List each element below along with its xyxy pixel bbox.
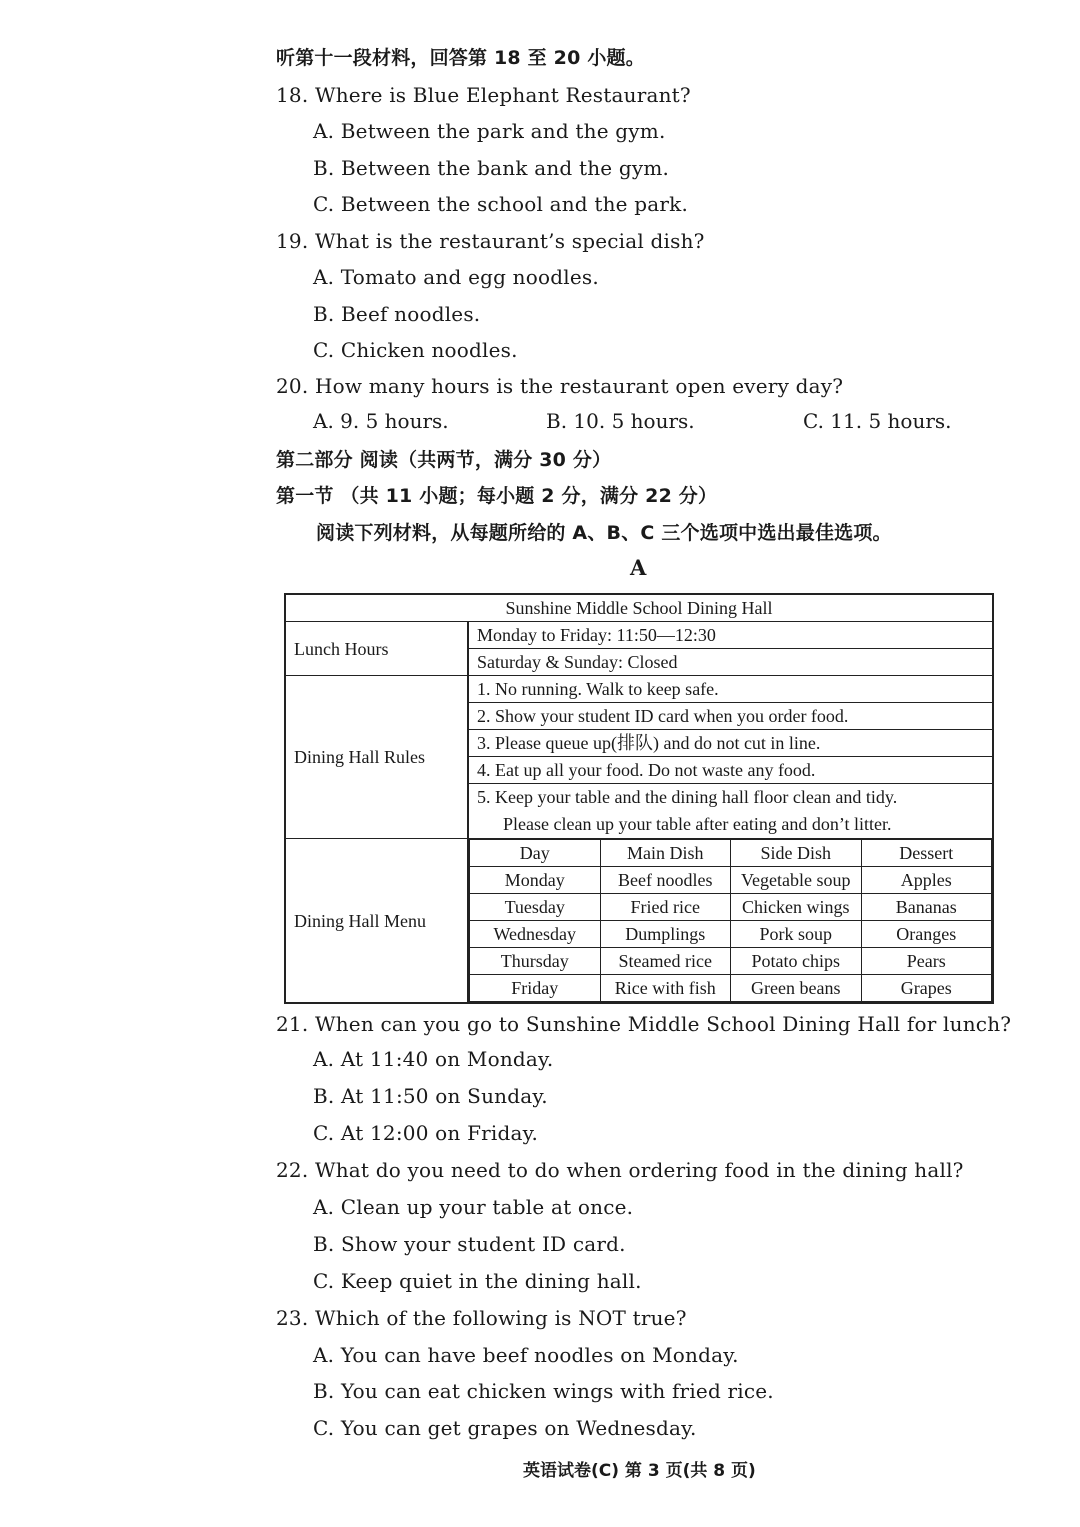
question-22-option-b: B. Show your student ID card. — [313, 1232, 626, 1256]
question-18-option-a: A. Between the park and the gym. — [313, 119, 666, 143]
menu-header-day: Day — [470, 840, 601, 867]
question-18-option-b: B. Between the bank and the gym. — [313, 156, 670, 180]
reading-instruction: 阅读下列材料，从每题所给的 A、B、C 三个选项中选出最佳选项。 — [316, 522, 892, 544]
menu-cell-day: Thursday — [470, 948, 601, 975]
menu-row — [470, 948, 992, 975]
menu-cell-dessert: Pears — [861, 948, 992, 975]
question-18-stem: 18. Where is Blue Elephant Restaurant? — [276, 83, 691, 107]
question-23-stem: 23. Which of the following is NOT true? — [276, 1306, 687, 1330]
question-21-option-c: C. At 12:00 on Friday. — [313, 1121, 539, 1145]
question-21-option-a: A. At 11:40 on Monday. — [313, 1047, 554, 1071]
question-20-option-a: A. 9. 5 hours. — [313, 409, 449, 433]
menu-header-dessert: Dessert — [861, 840, 992, 867]
rule-3: 3. Please queue up(排队) and do not cut in line. — [468, 730, 993, 757]
question-18-option-c: C. Between the school and the park. — [313, 192, 689, 216]
menu-cell-dessert: Bananas — [861, 894, 992, 921]
menu-cell-day: Wednesday — [470, 921, 601, 948]
dining-hall-table — [284, 593, 994, 1004]
question-20-option-c: C. 11. 5 hours. — [803, 409, 952, 433]
question-22-option-a: A. Clean up your table at once. — [313, 1195, 634, 1219]
question-23-option-a: A. You can have beef noodles on Monday. — [313, 1343, 739, 1367]
question-19-option-c: C. Chicken noodles. — [313, 338, 518, 362]
menu-row — [470, 867, 992, 894]
menu-cell-side: Green beans — [731, 975, 862, 1002]
menu-cell-side: Potato chips — [731, 948, 862, 975]
question-23-option-b: B. You can eat chicken wings with fried rice. — [313, 1379, 774, 1403]
menu-row — [470, 894, 992, 921]
menu-cell-main: Beef noodles — [600, 867, 731, 894]
menu-cell-side: Chicken wings — [731, 894, 862, 921]
rule-2: 2. Show your student ID card when you order food. — [468, 703, 993, 730]
lunch-hours-weekday: Monday to Friday: 11:50—12:30 — [468, 622, 993, 649]
menu-cell-day: Tuesday — [470, 894, 601, 921]
menu-cell-dessert: Grapes — [861, 975, 992, 1002]
question-20-options — [313, 409, 953, 435]
question-19-stem: 19. What is the restaurant’s special dish? — [276, 229, 705, 253]
question-22-stem: 22. What do you need to do when ordering food in the dining hall? — [276, 1158, 964, 1182]
menu-cell-dessert: Oranges — [861, 921, 992, 948]
question-23-option-c: C. You can get grapes on Wednesday. — [313, 1416, 697, 1440]
menu-header-side: Side Dish — [731, 840, 862, 867]
menu-cell-side: Vegetable soup — [731, 867, 862, 894]
table-title: Sunshine Middle School Dining Hall — [285, 594, 993, 622]
reading-section-title: 第一节 （共 11 小题；每小题 2 分，满分 22 分） — [276, 485, 718, 507]
listening-instruction: 听第十一段材料，回答第 18 至 20 小题。 — [276, 47, 645, 69]
passage-letter: A — [630, 555, 647, 580]
menu-row — [470, 975, 992, 1002]
menu-table — [469, 839, 992, 1002]
menu-cell — [468, 839, 993, 1004]
rules-label: Dining Hall Rules — [285, 676, 468, 839]
menu-header-row — [470, 840, 992, 867]
menu-cell-main: Dumplings — [600, 921, 731, 948]
menu-cell-day: Monday — [470, 867, 601, 894]
menu-cell-dessert: Apples — [861, 867, 992, 894]
question-21-option-b: B. At 11:50 on Sunday. — [313, 1084, 548, 1108]
menu-label: Dining Hall Menu — [285, 839, 468, 1004]
lunch-hours-weekend: Saturday & Sunday: Closed — [468, 649, 993, 676]
menu-row — [470, 921, 992, 948]
table-row — [285, 676, 993, 703]
menu-header-main: Main Dish — [600, 840, 731, 867]
question-19-option-a: A. Tomato and egg noodles. — [313, 265, 599, 289]
reading-part-title: 第二部分 阅读（共两节，满分 30 分） — [276, 449, 612, 471]
menu-cell-day: Friday — [470, 975, 601, 1002]
menu-cell-main: Rice with fish — [600, 975, 731, 1002]
page-footer: 英语试卷(C) 第 3 页(共 8 页) — [523, 1461, 756, 1481]
question-21-stem: 21. When can you go to Sunshine Middle School Dining Hall for lunch? — [276, 1012, 1012, 1036]
question-20-stem: 20. How many hours is the restaurant open every day? — [276, 374, 844, 398]
question-22-option-c: C. Keep quiet in the dining hall. — [313, 1269, 642, 1293]
question-19-option-b: B. Beef noodles. — [313, 302, 481, 326]
lunch-hours-label: Lunch Hours — [285, 622, 468, 676]
menu-cell-main: Fried rice — [600, 894, 731, 921]
table-row — [285, 622, 993, 649]
question-20-option-b: B. 10. 5 hours. — [546, 409, 695, 433]
table-title-row — [285, 594, 993, 622]
rule-4: 4. Eat up all your food. Do not waste any food. — [468, 757, 993, 784]
menu-cell-main: Steamed rice — [600, 948, 731, 975]
rule-1: 1. No running. Walk to keep safe. — [468, 676, 993, 703]
rule-5-line-2: Please clean up your table after eating and don’t litter. — [503, 814, 892, 834]
table-row — [285, 839, 993, 1004]
rule-5-line-1: 5. Keep your table and the dining hall floor clean and tidy. — [477, 787, 898, 807]
rule-5 — [468, 784, 993, 839]
menu-cell-side: Pork soup — [731, 921, 862, 948]
